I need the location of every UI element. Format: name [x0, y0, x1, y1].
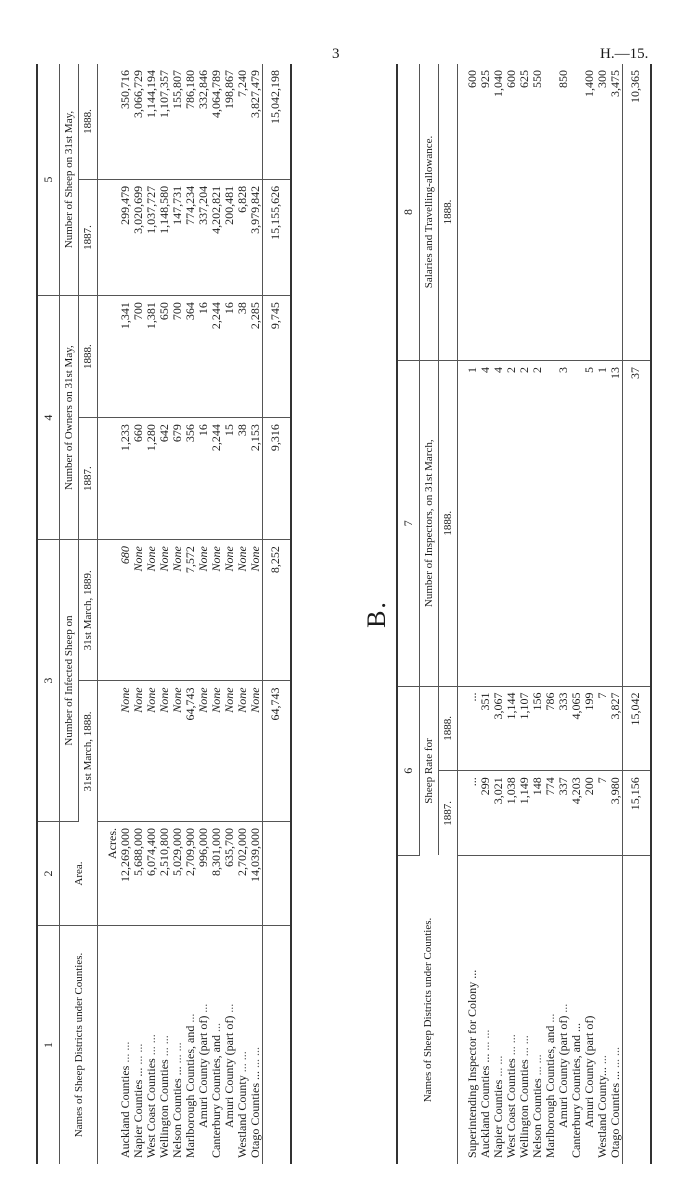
- salaries-1888: 3,475: [609, 64, 623, 361]
- district-name: Westland County: [235, 1075, 249, 1158]
- header-owners-1887: 1887.: [79, 418, 98, 540]
- table-row: [544, 64, 557, 1164]
- rate-1888: 351: [479, 686, 492, 771]
- total-inspectors: 37: [623, 361, 652, 687]
- infected-1888: None: [145, 681, 158, 822]
- table-row: [458, 64, 480, 1164]
- infected-1889: None: [197, 540, 210, 681]
- table-row: [249, 64, 263, 1164]
- sheep-1887: 3,979,842: [249, 179, 263, 295]
- sheep-1887: 147,731: [171, 179, 184, 295]
- rate-1887: 1,038: [505, 771, 518, 856]
- area-value: 2,510,800: [158, 822, 171, 926]
- owners-1887: 1,233: [119, 418, 132, 540]
- leader-dots: ...: [543, 1013, 557, 1023]
- district-name: West Coast Counties: [144, 1058, 158, 1158]
- owners-1888: 700: [171, 296, 184, 418]
- table-row: [596, 64, 609, 1164]
- sheep-1887: 1,148,580: [158, 179, 171, 295]
- district-name: Auckland Counties: [118, 1065, 132, 1158]
- area-value: 5,029,000: [171, 822, 184, 926]
- infected-1889: None: [210, 540, 223, 681]
- district-name: Nelson Counties ...: [170, 1066, 184, 1158]
- area-value: 8,301,000: [210, 822, 223, 926]
- inspectors-1888: 4: [479, 361, 492, 687]
- rate-1887: 299: [479, 771, 492, 856]
- table-row: [557, 64, 570, 1164]
- district-name: Marlborough Counties, and: [183, 1025, 197, 1158]
- infected-1888: None: [223, 681, 236, 822]
- col-number-2: 2: [37, 822, 60, 926]
- infected-1888: None: [249, 681, 263, 822]
- owners-1888: 38: [236, 296, 249, 418]
- infected-1888: None: [119, 681, 132, 822]
- leader-dots: ...: [595, 1055, 609, 1065]
- area-value: 14,039,000: [249, 822, 263, 926]
- owners-1887: 679: [171, 418, 184, 540]
- infected-1889: None: [132, 540, 145, 681]
- owners-1887: 16: [197, 418, 210, 540]
- leader-dots: ... ...: [530, 1054, 544, 1076]
- sheep-1888: 1,107,357: [158, 64, 171, 179]
- infected-1889: None: [249, 540, 263, 681]
- leader-dots: ... ...: [491, 1055, 505, 1077]
- leader-dots: ...: [209, 1023, 223, 1033]
- total-infected-1888: 64,743: [263, 681, 292, 822]
- sheep-1888: 332,846: [197, 64, 210, 179]
- inspectors-1888: 2: [531, 361, 544, 687]
- area-units: Acres.: [98, 822, 120, 926]
- salaries-1888: 925: [479, 64, 492, 361]
- table-row: [531, 64, 544, 1164]
- inspectors-1888: [570, 361, 583, 687]
- owners-1887: 38: [236, 418, 249, 540]
- total-sheep-1888: 15,042,198: [263, 64, 292, 179]
- leader-dots: ... ...: [131, 1043, 145, 1065]
- col-number-4: 4: [37, 296, 60, 540]
- sheep-1888: 155,807: [171, 64, 184, 179]
- total-sheep-1887: 15,155,626: [263, 179, 292, 295]
- inspectors-1888: [544, 361, 557, 687]
- header-infected-sheep: Number of Infected Sheep on: [60, 540, 79, 822]
- owners-1888: 16: [223, 296, 236, 418]
- total-owners-1887: 9,316: [263, 418, 292, 540]
- rate-1888: 786: [544, 686, 557, 771]
- infected-1889: None: [145, 540, 158, 681]
- leader-dots: ...: [183, 1013, 197, 1023]
- leader-dots: ... ...: [248, 1047, 262, 1068]
- total-owners-1888: 9,745: [263, 296, 292, 418]
- table-row: [479, 64, 492, 1164]
- rate-1887: 774: [544, 771, 557, 856]
- district-name: Auckland Counties ...: [478, 1053, 492, 1158]
- header-sheep-1888: 1888.: [79, 64, 98, 179]
- rate-1888: 156: [531, 686, 544, 771]
- area-value: 2,709,900: [184, 822, 197, 926]
- sheep-1887: 3,020,699: [132, 179, 145, 295]
- leader-dots: ... ...: [504, 1034, 518, 1056]
- salaries-1888: 1,400: [583, 64, 596, 361]
- salaries-1888: 550: [531, 64, 544, 361]
- rate-1888: ...: [458, 686, 480, 771]
- sheep-1888: 4,064,789: [210, 64, 223, 179]
- header-owners-1888: 1888.: [79, 296, 98, 418]
- area-value: 635,700: [223, 822, 236, 926]
- rate-1888: 4,065: [570, 686, 583, 771]
- rate-1888: 199: [583, 686, 596, 771]
- leader-dots: ...: [196, 1003, 210, 1013]
- table-row: [609, 64, 623, 1164]
- infected-1888: 64,743: [184, 681, 197, 822]
- sheep-1888: 1,144,194: [145, 64, 158, 179]
- owners-1887: 356: [184, 418, 197, 540]
- table-row: [492, 64, 505, 1164]
- leader-dots: ... ...: [157, 1035, 171, 1057]
- infected-1888: None: [236, 681, 249, 822]
- header-salaries: Salaries and Travelling-allowance.: [420, 64, 439, 361]
- district-name: Amuri County (part of): [196, 1015, 210, 1128]
- district-name: Wellington Counties: [157, 1059, 171, 1158]
- sheep-1887: 6,828: [236, 179, 249, 295]
- infected-1888: None: [171, 681, 184, 822]
- rate-1887: 4,203: [570, 771, 583, 856]
- inspectors-1888: 4: [492, 361, 505, 687]
- rate-1887: 200: [583, 771, 596, 856]
- rate-1888: 1,107: [518, 686, 531, 771]
- header-owners: Number of Owners on 31st May,: [60, 296, 79, 540]
- header-area: Area.: [60, 822, 98, 926]
- header-rate-1887: 1887.: [439, 771, 458, 856]
- leader-dots: ... ...: [118, 1041, 132, 1063]
- header-sheep-1887: 1887.: [79, 179, 98, 295]
- leader-dots: ... ...: [478, 1029, 492, 1051]
- table-row: [505, 64, 518, 1164]
- col-number-7: 7: [397, 361, 420, 687]
- rate-1887: 337: [557, 771, 570, 856]
- salaries-1888: [570, 64, 583, 361]
- sheep-rates-table: [396, 64, 652, 1164]
- salaries-1888: 625: [518, 64, 531, 361]
- area-value: 2,702,000: [236, 822, 249, 926]
- infected-1889: None: [223, 540, 236, 681]
- owners-1888: 2,285: [249, 296, 263, 418]
- table-row: [171, 64, 184, 1164]
- inspectors-1888: 5: [583, 361, 596, 687]
- leader-dots: ... ...: [144, 1034, 158, 1056]
- district-name: Otago Counties ...: [608, 1071, 622, 1158]
- sheep-1888: 198,867: [223, 64, 236, 179]
- col-number-6: 6: [397, 686, 420, 855]
- inspectors-1888: 3: [557, 361, 570, 687]
- district-name: Napier Counties ...: [131, 1067, 145, 1158]
- col-number-3: 3: [37, 540, 60, 822]
- owners-1887: 1,280: [145, 418, 158, 540]
- total-rate-1887: 15,156: [623, 771, 652, 856]
- district-name: Marlborough Counties, and: [543, 1025, 557, 1158]
- owners-1887: 660: [132, 418, 145, 540]
- rate-1887: 1,149: [518, 771, 531, 856]
- owners-1888: 364: [184, 296, 197, 418]
- salaries-1888: 1,040: [492, 64, 505, 361]
- infected-1888: None: [132, 681, 145, 822]
- infected-1888: None: [158, 681, 171, 822]
- rate-1887: 3,980: [609, 771, 623, 856]
- totals-row: [623, 64, 652, 1164]
- col-number-1: 1: [37, 926, 60, 1165]
- header-salaries-1888: 1888.: [439, 64, 458, 361]
- infected-1889: None: [236, 540, 249, 681]
- district-name: Canterbury Counties, and: [209, 1035, 223, 1158]
- area-value: 996,000: [197, 822, 210, 926]
- table-row: [210, 64, 223, 1164]
- owners-1888: 1,341: [119, 296, 132, 418]
- total-infected-1889: 8,252: [263, 540, 292, 681]
- owners-1887: 15: [223, 418, 236, 540]
- rate-1888: 1,144: [505, 686, 518, 771]
- table-row: [184, 64, 197, 1164]
- leader-dots: ... ...: [608, 1047, 622, 1068]
- district-name: Napier Counties: [491, 1079, 505, 1158]
- rotated-page-content: [36, 64, 676, 1164]
- rate-1887: ...: [458, 771, 480, 856]
- owners-1888: 700: [132, 296, 145, 418]
- owners-1887: 642: [158, 418, 171, 540]
- district-name: Wellington Counties: [517, 1059, 531, 1158]
- sheep-1888: 3,066,729: [132, 64, 145, 179]
- header-inspectors: Number of Inspectors, on 31st March,: [420, 361, 439, 687]
- total-salaries: 10,365: [623, 64, 652, 361]
- inspectors-1888: 13: [609, 361, 623, 687]
- infected-1889: None: [158, 540, 171, 681]
- area-value: 12,269,000: [119, 822, 132, 926]
- infected-1889: 7,572: [184, 540, 197, 681]
- owners-1888: 650: [158, 296, 171, 418]
- rate-1887: 3,021: [492, 771, 505, 856]
- owners-1887: 2,244: [210, 418, 223, 540]
- header-sheep-rate: Sheep Rate for: [420, 686, 439, 855]
- salaries-1888: 600: [458, 64, 480, 361]
- inspectors-1888: 2: [518, 361, 531, 687]
- table-row: [570, 64, 583, 1164]
- col-number-5: 5: [37, 64, 60, 296]
- rate-1888: 3,827: [609, 686, 623, 771]
- sheep-1887: 1,037,727: [145, 179, 158, 295]
- leader-dots: ...: [222, 1003, 236, 1013]
- header-district-names: Names of Sheep Districts under Counties.: [60, 926, 98, 1165]
- infected-1888: None: [197, 681, 210, 822]
- salaries-1888: [544, 64, 557, 361]
- sheep-1888: 350,716: [119, 64, 132, 179]
- infected-1889: 680: [119, 540, 132, 681]
- document-reference: H.—15.: [600, 46, 649, 62]
- district-name: Amuri County (part of): [556, 1015, 570, 1128]
- district-name: Canterbury Counties, and ...: [569, 1023, 583, 1158]
- owners-1888: 2,244: [210, 296, 223, 418]
- rate-1887: 7: [596, 771, 609, 856]
- sheep-1887: 200,481: [223, 179, 236, 295]
- page-number: 3: [332, 46, 340, 62]
- leader-dots: ...: [556, 1003, 570, 1013]
- owners-1887: 2,153: [249, 418, 263, 540]
- owners-1888: 1,381: [145, 296, 158, 418]
- infected-1889: None: [171, 540, 184, 681]
- district-name: Otago Counties ...: [248, 1071, 262, 1158]
- salaries-1888: 600: [505, 64, 518, 361]
- table-row: [158, 64, 171, 1164]
- header-inspectors-1888: 1888.: [439, 361, 458, 687]
- owners-1888: 16: [197, 296, 210, 418]
- header-rate-1888: 1888.: [439, 686, 458, 771]
- inspectors-1888: 1: [596, 361, 609, 687]
- salaries-1888: 300: [596, 64, 609, 361]
- col-number-8: 8: [397, 64, 420, 361]
- table-row: [583, 64, 596, 1164]
- sheep-1887: 337,204: [197, 179, 210, 295]
- header-sheep-count: Number of Sheep on 31st May,: [60, 64, 79, 296]
- sheep-1887: 774,234: [184, 179, 197, 295]
- rate-1888: 333: [557, 686, 570, 771]
- inspectors-1888: 1: [458, 361, 480, 687]
- sheep-1888: 3,827,479: [249, 64, 263, 179]
- district-name: Amuri County (part of): [222, 1015, 236, 1128]
- table-row: [223, 64, 236, 1164]
- rate-1888: 7: [596, 686, 609, 771]
- header-district-names: Names of Sheep Districts under Counties.: [397, 856, 458, 1165]
- sheep-districts-table: [36, 64, 292, 1164]
- header-infected-1888: 31st March, 1888.: [79, 681, 98, 822]
- area-value: 6,074,400: [145, 822, 158, 926]
- salaries-1888: 850: [557, 64, 570, 361]
- sheep-1887: 299,479: [119, 179, 132, 295]
- inspectors-1888: 2: [505, 361, 518, 687]
- district-name: Nelson Counties: [530, 1078, 544, 1158]
- district-name: Superintending Inspector for Colony ...: [465, 969, 479, 1158]
- sheep-1888: 7,240: [236, 64, 249, 179]
- district-name: Amuri County (part of): [582, 1015, 596, 1128]
- rate-1888: 3,067: [492, 686, 505, 771]
- total-rate-1888: 15,042: [623, 686, 652, 771]
- totals-row: [263, 64, 292, 1164]
- infected-1888: None: [210, 681, 223, 822]
- area-value: 5,688,000: [132, 822, 145, 926]
- sheep-1888: 786,180: [184, 64, 197, 179]
- table-row: [518, 64, 531, 1164]
- header-infected-1889: 31st March, 1889.: [79, 540, 98, 681]
- sheep-1887: 4,202,821: [210, 179, 223, 295]
- district-name: West Coast Counties: [504, 1058, 518, 1158]
- leader-dots: ... ...: [517, 1035, 531, 1057]
- leader-dots: ... ...: [170, 1042, 184, 1064]
- leader-dots: ... ...: [235, 1051, 249, 1073]
- district-name: Westland County...: [595, 1067, 609, 1158]
- rate-1887: 148: [531, 771, 544, 856]
- section-title: B.: [362, 600, 391, 628]
